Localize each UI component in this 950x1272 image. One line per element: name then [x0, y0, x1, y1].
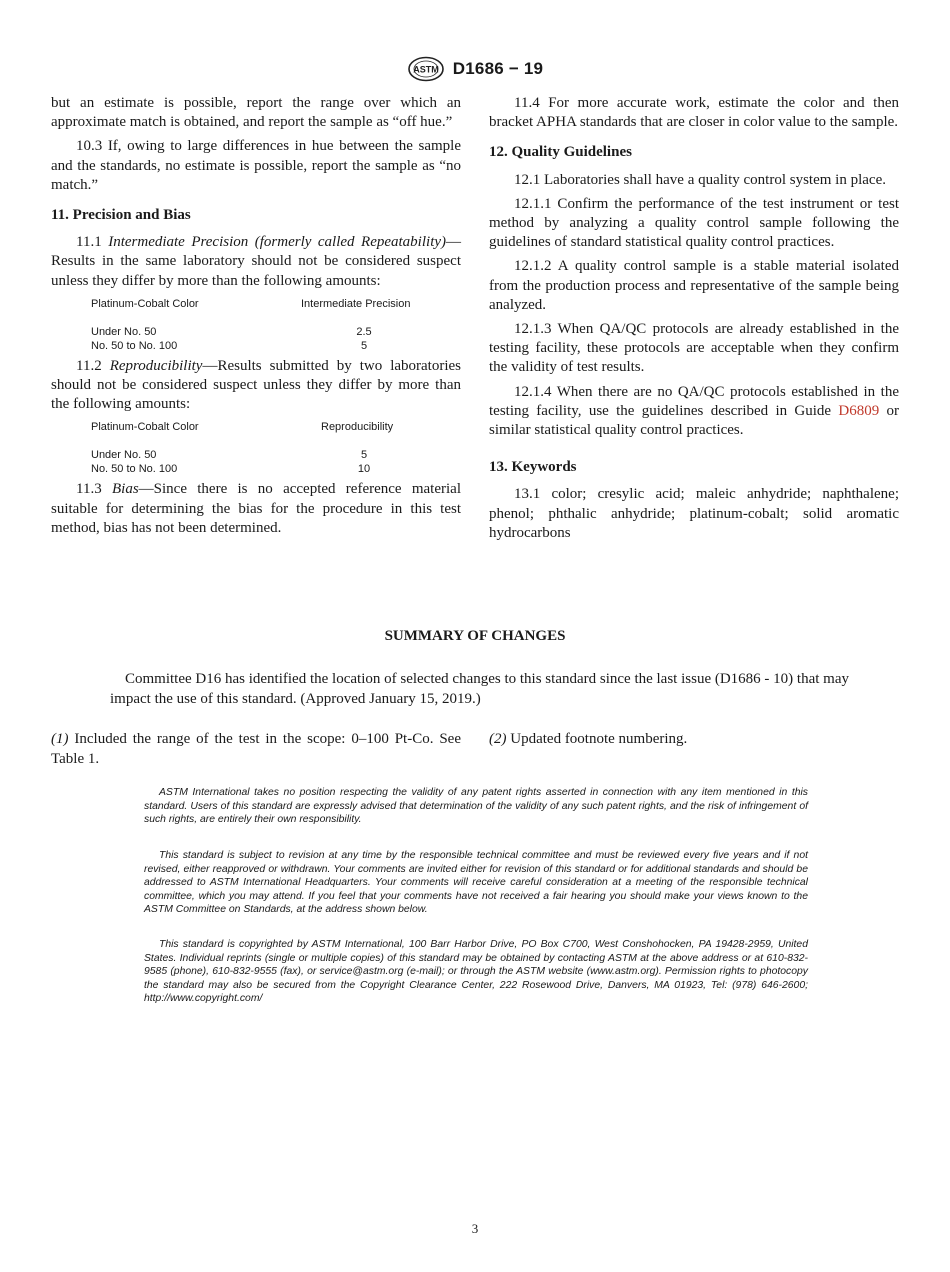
- term-bias: Bias: [111, 481, 139, 498]
- paragraph-12-1-1: 12.1.1 Confirm the performance of the test instrument or test method by analyzing a quality control sample following the guidelines of standard statistical quality control practices.: [489, 195, 899, 251]
- table-cell: No. 50 to No. 100: [91, 339, 178, 352]
- right-column: [489, 94, 899, 548]
- paragraph-12-1-3: 12.1.3 When QA/QC protocols are already established in the testing facility, these protocols are acceptable when they confirm the validity of test results.: [489, 321, 899, 376]
- term-intermediate-precision: Intermediate Precision (formerly called Repeatability): [108, 234, 447, 251]
- reproducibility-table: [51, 420, 461, 476]
- paragraph-12-1-2: 12.1.2 A quality control sample is a stable material isolated from the production process and representative of the sample being analyzed.: [489, 258, 899, 313]
- table-cell: 10: [357, 463, 371, 476]
- paragraph-11-4: 11.4 For more accurate work, estimate the color and then bracket APHA standards that are closer in color value to the sample.: [489, 95, 899, 131]
- table-cell: 5: [360, 339, 368, 352]
- table-cell: 5: [360, 449, 368, 462]
- paragraph-11-1: [51, 233, 461, 291]
- paragraph-10-3: 10.3 If, owing to large differences in hue between the sample and the standards, no estimate is possible, report the sample as “no match.”: [51, 138, 461, 193]
- change-text: Updated footnote numbering.: [506, 731, 688, 747]
- paragraph-continuation: but an estimate is possible, report the range over which an approximate match is obtained, and report the sample as “off hue.”: [51, 95, 461, 131]
- table-cell: Under No. 50: [91, 449, 157, 462]
- change-item-2: [489, 730, 899, 750]
- table-header-cell: Intermediate Precision: [301, 297, 411, 310]
- paragraph-13-1: 13.1 color; cresylic acid; maleic anhydride; naphthalene; phenol; phthalic anhydride; platinum-cobalt; solid aromatic hydrocarbons: [489, 486, 899, 541]
- copyright-notice: This standard is copyrighted by ASTM International, 100 Barr Harbor Drive, PO Box C700, West Conshohocken, PA 19428-2959, United States. Individual reprints (single or multiple copies) of this standard may be obtained by contacting ASTM at the above address or at 610-832-9585 (phone), 610-832-9555 (fax), or service@astm.org (e-mail); or through the ASTM website (www.astm.org). Permission rights to photocopy the standard may also be secured from the Copyright Clearance Center, 222 Rosewood Drive, Danvers, MA 01923, Tel: (978) 646-2600; http://www.copyright.com/: [144, 939, 808, 1004]
- svg-text:ASTM: ASTM: [413, 64, 439, 75]
- section-number: 11.1: [76, 234, 102, 251]
- section-number: 11.3: [76, 481, 102, 498]
- table-cell: 2.5: [356, 325, 372, 338]
- intermediate-precision-table: [51, 297, 461, 353]
- change-number: (1): [51, 731, 69, 747]
- paragraph-12-1-4: [489, 383, 899, 441]
- table-header-cell: Reproducibility: [321, 421, 394, 434]
- summary-of-changes-text: Committee D16 has identified the location of selected changes to this standard since the last issue (D1686 - 10) that may impact the use of this standard. (Approved January 15, 2019.): [110, 671, 849, 707]
- section-heading-11: 11. Precision and Bias: [51, 207, 191, 224]
- table-header-cell: Platinum-Cobalt Color: [91, 421, 199, 434]
- table-row: [51, 339, 461, 353]
- section-heading-12: 12. Quality Guidelines: [489, 144, 632, 161]
- page-number: 3: [471, 1221, 479, 1236]
- change-item-1: [51, 730, 461, 769]
- table-cell: No. 50 to No. 100: [91, 463, 178, 476]
- table-cell: Under No. 50: [91, 325, 157, 338]
- patent-notice: ASTM International takes no position respecting the validity of any patent rights asserted in connection with any item mentioned in this standard. Users of this standard are expressly advised that determination of the validity of any such patent rights, and the risk of infringement of such rights, are entirely their own responsibility.: [144, 787, 808, 825]
- paragraph-11-3: [51, 480, 461, 538]
- astm-logo-icon: [407, 56, 445, 82]
- table-header-row: [51, 420, 461, 434]
- revision-notice: This standard is subject to revision at any time by the responsible technical committee and must be reviewed every five years and if not revised, either reapproved or withdrawn. Your comments are invited either for revision of this standard or for additional standards and should be addressed to ASTM International Headquarters. Your comments will receive careful consideration at a meeting of the responsible technical committee, which you may attend. If you feel that your comments have not received a fair hearing you should make your views known to the ASTM Committee on Standards, at the address shown below.: [144, 850, 808, 915]
- term-reproducibility: Reproducibility: [109, 357, 203, 374]
- paragraph-text: 12.1.4 When there are no QA/QC protocols established in the testing facility, use the guidelines described in Guide: [489, 383, 899, 419]
- paragraph-text: —Results in the same laboratory should not be considered suspect unless they differ by more than the following amounts:: [51, 234, 462, 289]
- table-header-cell: Platinum-Cobalt Color: [91, 297, 199, 310]
- page-header: [0, 56, 950, 82]
- change-number: (2): [489, 731, 507, 747]
- summary-of-changes-title: SUMMARY OF CHANGES: [384, 628, 566, 644]
- table-header-row: [51, 297, 461, 311]
- guide-d6809-link[interactable]: D6809: [838, 402, 880, 419]
- standard-code: D1686 − 19: [452, 59, 544, 78]
- paragraph-text: —Since there is no accepted reference material suitable for determining the bias for the procedure in this test method, bias has not been determined.: [51, 481, 461, 536]
- change-text: Included the range of the test in the scope: 0–100 Pt-Co. See Table 1.: [51, 731, 461, 767]
- section-number: 11.2: [76, 357, 102, 374]
- section-heading-13: 13. Keywords: [489, 459, 577, 476]
- paragraph-text: —Results submitted by two laboratories should not be considered suspect unless they differ by more than the following amounts:: [51, 357, 462, 413]
- table-row: [51, 448, 461, 462]
- table-row: [51, 462, 461, 476]
- left-column: [51, 94, 461, 543]
- paragraph-11-2: [51, 357, 461, 415]
- paragraph-12-1: 12.1 Laboratories shall have a quality control system in place.: [514, 171, 886, 188]
- paragraph-text: or similar statistical quality control practices.: [489, 402, 900, 439]
- table-row: [51, 325, 461, 339]
